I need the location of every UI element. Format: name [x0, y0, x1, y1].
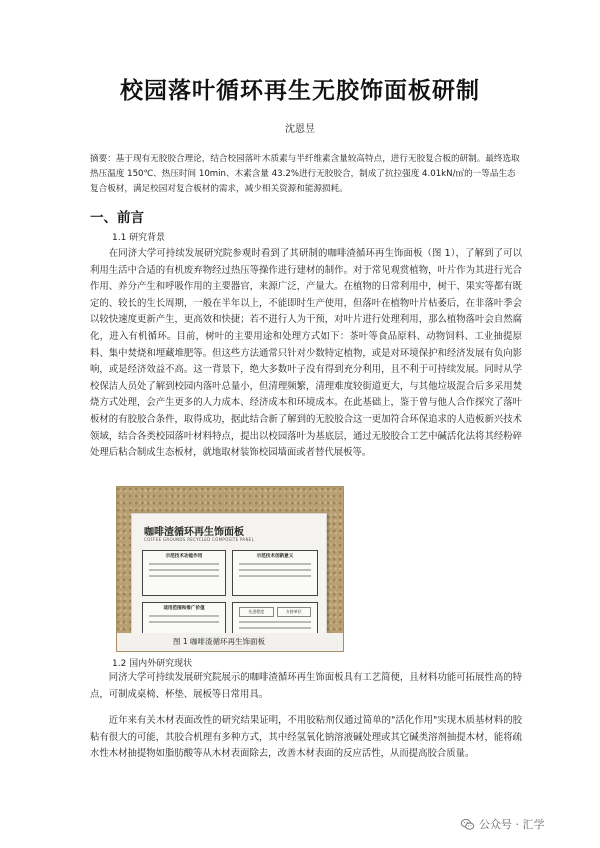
watermark [460, 816, 545, 832]
text-line [239, 569, 311, 571]
board-title: 咖啡渣循环再生饰面板 [144, 527, 244, 538]
board-cell-level: 先进程度 [239, 607, 274, 617]
text-line [149, 615, 219, 617]
text-line [239, 621, 311, 623]
board-box-heading: 示范技术创新意义 [256, 554, 294, 559]
author-name: 沈恩昱 [285, 124, 315, 135]
text-line [149, 569, 219, 571]
wechat-icon [460, 817, 475, 832]
board-subtitle-english: COFFEE GROUNDS RECYCLED COMPOSITE PANEL [144, 537, 255, 542]
display-board [131, 513, 327, 649]
text-line [239, 575, 311, 577]
text-line [149, 575, 219, 577]
board-cells [239, 607, 311, 617]
board-box-heading: 适用范围和推广价值 [163, 606, 205, 611]
paragraph-research-status-2: 近年来有关木材表面改性的研究结果证明，不用胶粘剂仅通过简单的"活化作用"实现木质基材料的胶粘有很大的可能，其胶合机理有多种方式，其中经氢氧化钠溶液碱处理或其它碱类溶剂抽提木材，能将疏水性木材抽提物如脂肪酸等从木材表面除去，改善木材表面的反应活性，从而提高胶合质量。 [90, 715, 522, 760]
abstract: 摘要：基于现有无胶胶合理论，结合校园落叶木质素与半纤维素含量较高特点，进行无胶复合板的研制。最终选取热压温度 150℃、热压时间 10min、木素含量 43.2%进行无胶胶合，制成了抗拉强度 4.01kN/㎡的一等品生态复合板材，满足校园对复合板材的需求，减少相关资源和能源损耗。 [90, 154, 520, 194]
board-box-innovation [232, 550, 318, 596]
subsection-heading-background: 1.1 研究背景 [112, 233, 166, 243]
board-cell-support: 支持单位 [277, 607, 312, 617]
text-line [239, 627, 311, 629]
figure-caption: 图 1 咖啡渣循环再生饰面板 [173, 637, 266, 646]
text-line [149, 621, 219, 623]
subsection-heading-research-status: 1.2 国内外研究现状 [112, 659, 193, 669]
paragraph-background: 在同济大学可持续发展研究院参观时看到了其研制的咖啡渣循环再生饰面板（图 1），了解到了可以利用生活中合适的有机废弃物经过热压等操作进行建材的制作。对于常见观赏植物，叶片作为其进行光合作用、养分产生和呼吸作用的主要器官，来源广泛，产量大。在植物的日常利用中，树干、果实等都有既定的、较长的生长周期，一般在半年以上，不能即时生产使用，但落叶在植物叶片枯萎后，在非落叶季会以较快速度更新产生，更高效和快捷；若不进行人为干预，对叶片进行处理利用，那么植物落叶会自然腐化，进入有机循环。目前，树叶的主要用途和处理方式如下：茶叶等食品原料、动物饲料、工业抽提原料、集中焚烧和埋藏堆肥等。但这些方法通常只针对少数特定植物，或是对环境保护和经济发展有负向影响，或是经济效益不高。这一背景下，绝大多数叶子没有得到充分利用，且不利于可持续发展。同时从学校保洁人员处了解到校园内落叶总量小，但清理频繁，清理难度较街道更大，与其他垃圾混合后多采用焚烧方式处理，会产生更多的人力成本、经济成本和环境成本。在此基础上，鉴于曾与他人合作探究了落叶板材的有胶胶合条件，取得成功，据此结合新了解到的无胶胶合这一更加符合环保追求的人造板新兴技术领域，结合各类校园落叶材料特点，提出以校园落叶为基底层，通过无胶胶合工艺中碱活化法将其经粉碎处理后粘合制成生态板材，就地取材装饰校园墙面或者替代展板等。 [90, 248, 522, 459]
text-line [149, 563, 219, 565]
board-box-heading: 示范技术功能作用 [165, 554, 203, 559]
paragraph-research-status-1: 同济大学可持续发展研究院展示的咖啡渣循环再生饰面板具有工艺简便，且材料功能可拓展性高的特点，可制成桌椅、杯垫、展板等日常用具。 [90, 672, 522, 700]
board-box-function [142, 550, 226, 596]
paper-title: 校园落叶循环再生无胶饰面板研制 [120, 77, 480, 104]
section-heading-introduction: 一、前言 [90, 210, 144, 226]
text-line [239, 563, 311, 565]
watermark-text: 公众号 · 汇学 [479, 818, 545, 831]
figure-1 [116, 486, 344, 652]
